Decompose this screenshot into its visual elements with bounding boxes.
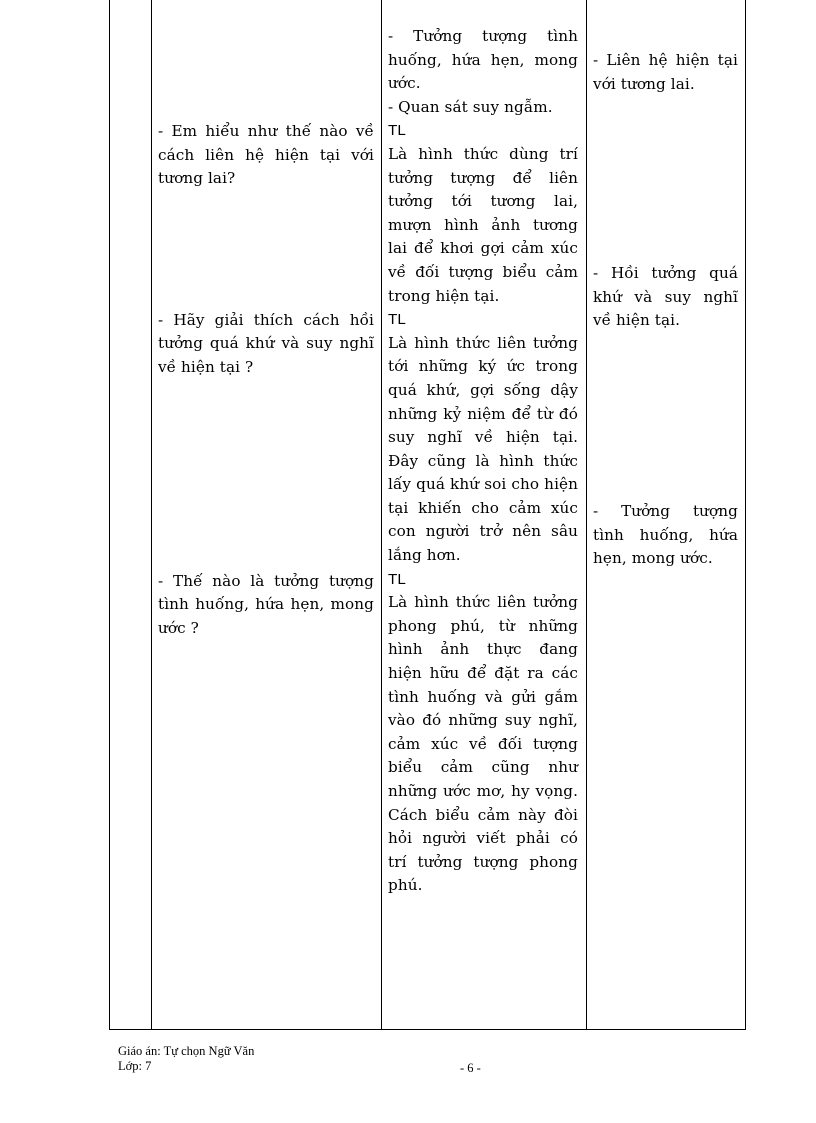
answer-imagine: Là hình thức liên tưởng phong phú, từ những hình ảnh thực đang hiện hữu để đặt ra các tình huống và gửi gắm vào đó những suy nghĩ, cảm xúc về đối tượng biểu cảm cũng như những ước mơ, hy vọng. Cách biểu cảm này đòi hỏi người viết phải có trí tưởng tượng phong phú.	[388, 593, 578, 895]
lesson-table	[109, 0, 746, 1030]
content-imagine: - Tưởng tượng tình huống, hứa hẹn, mong ước.	[593, 501, 738, 568]
content-future: - Liên hệ hiện tại với tương lai.	[593, 51, 738, 93]
answer-label-1: TL	[388, 122, 406, 140]
column-divider-2	[381, 0, 382, 1030]
answer-future: Là hình thức dùng trí tưởng tượng để liên tưởng tới tương lai, mượn hình ảnh tương lai để khơi gợi cảm xúc về đối tượng biểu cảm trong hiện tại.	[388, 144, 578, 305]
column-divider-1	[151, 0, 152, 1030]
question-future: - Em hiểu như thế nào về cách liên hệ hiện tại với tương lai?	[158, 122, 374, 188]
answer-past: Là hình thức liên tưởng tới những ký ức trong quá khứ, gợi sống dậy những kỷ niệm để từ đó suy nghĩ về hiện tại. Đây cũng là hình thức lấy quá khứ soi cho hiện tại khiến cho cảm xúc con người trở nên sâu lắng hơn.	[388, 333, 578, 565]
page-number: - 6 -	[460, 1061, 481, 1075]
footer-class: Lớp: 7	[118, 1059, 152, 1073]
bullet-observe: - Quan sát suy ngẫm.	[388, 97, 553, 116]
question-imagine: - Thế nào là tưởng tượng tình huống, hứa hẹn, mong ước ?	[158, 571, 374, 637]
content-column	[593, 0, 738, 571]
bullet-imagine: - Tưởng tượng tình huống, hứa hẹn, mong ước.	[388, 27, 578, 93]
answer-label-2: TL	[388, 311, 406, 329]
footer-subject: Giáo án: Tự chọn Ngữ Văn	[118, 1044, 255, 1058]
teacher-questions-column	[158, 0, 374, 640]
table-border-right	[745, 0, 746, 1030]
student-answers-column	[388, 0, 578, 898]
content-past: - Hồi tưởng quá khứ và suy nghĩ về hiện tại.	[593, 264, 738, 330]
table-border-left	[109, 0, 110, 1030]
column-divider-3	[586, 0, 587, 1030]
answer-label-3: TL	[388, 570, 406, 588]
question-past: - Hãy giải thích cách hồi tưởng quá khứ và suy nghĩ về hiện tại ?	[158, 310, 374, 376]
table-border-bottom	[109, 1029, 746, 1030]
footer	[118, 1044, 254, 1074]
